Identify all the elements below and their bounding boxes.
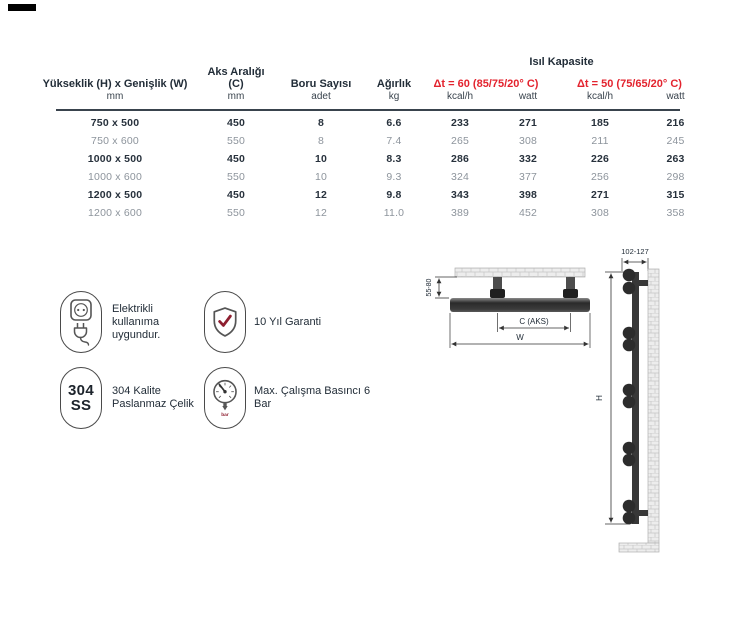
col-unit-tubes: adet [311, 91, 331, 102]
cell-tubes: 10 [314, 152, 328, 165]
depth-dimension-label: 55-80 [426, 278, 433, 297]
table-header-rule [56, 109, 680, 111]
cell-dt50-watt: 298 [666, 170, 685, 183]
electric-plug-icon [66, 298, 96, 346]
cell-axis: 450 [226, 152, 246, 165]
cell-dt60-kcal: 324 [450, 170, 470, 183]
cell-dt60-watt: 398 [518, 188, 538, 201]
cell-tubes: 10 [314, 170, 328, 183]
cell-dt50-kcal: 256 [590, 170, 610, 183]
wall-section [455, 268, 585, 277]
spec-table [30, 56, 715, 222]
cell-weight: 9.8 [386, 188, 402, 201]
table-row [30, 186, 715, 204]
gauge-bar-label: bar [221, 412, 229, 418]
col-unit-dt50-kcal: kcal/h [586, 91, 614, 102]
col-header-axis: Aks Aralığı (C) [207, 66, 265, 90]
cell-size: 1000 x 500 [87, 152, 143, 165]
cell-weight: 7.4 [386, 134, 402, 147]
floor-section [619, 543, 659, 552]
cell-weight: 8.3 [386, 152, 402, 165]
col-unit-axis: mm [227, 91, 245, 102]
cell-axis: 450 [226, 188, 246, 201]
warranty-label: 10 Yıl Garanti [254, 316, 322, 328]
electric-label: Elektrikli kullanıma uygundur. [112, 303, 161, 341]
cell-dt50-kcal: 211 [591, 134, 609, 147]
table-header [30, 56, 715, 104]
col-header-dt60: Δt = 60 (85/75/20° C) [433, 78, 539, 90]
cell-tubes: 12 [314, 206, 328, 219]
cell-dt50-watt: 245 [666, 134, 685, 147]
cell-dt50-kcal: 185 [590, 116, 610, 129]
steel-badge [60, 367, 102, 429]
cell-dt60-kcal: 389 [450, 206, 470, 219]
table-row [30, 114, 715, 132]
cell-tubes: 8 [317, 116, 325, 129]
col-unit-dt60-watt: watt [518, 91, 538, 102]
cell-dt60-kcal: 343 [450, 188, 470, 201]
cell-dt60-watt: 271 [518, 116, 538, 129]
cell-dt60-kcal: 286 [450, 152, 470, 165]
cell-size: 1200 x 600 [88, 206, 142, 219]
steel-badge-304: 304 [68, 382, 94, 399]
cell-axis: 450 [226, 116, 246, 129]
wall-section [648, 269, 659, 543]
steel-badge-ss: SS [70, 397, 92, 414]
cell-dt50-watt: 315 [666, 188, 685, 201]
cell-dt50-watt: 358 [666, 206, 685, 219]
cell-axis: 550 [226, 170, 246, 183]
cell-weight: 9.3 [386, 170, 402, 183]
electric-badge [60, 291, 102, 353]
cell-weight: 6.6 [386, 116, 402, 129]
table-row [30, 132, 715, 150]
cell-size: 1000 x 600 [88, 170, 142, 183]
col-unit-weight: kg [388, 91, 400, 102]
cell-dt60-watt: 332 [518, 152, 538, 165]
cell-dt50-kcal: 271 [590, 188, 610, 201]
cell-dt60-watt: 377 [518, 170, 538, 183]
cell-tubes: 8 [317, 134, 325, 147]
table-row [30, 204, 715, 222]
steel-label: 304 Kalite Paslanmaz Çelik [112, 385, 194, 410]
side-depth-dimension-label: 102-127 [621, 247, 649, 256]
cell-dt60-kcal: 233 [450, 116, 470, 129]
col-header-tubes: Boru Sayısı [290, 78, 352, 90]
corner-print-mark [8, 4, 36, 11]
col-unit-dt50-watt: watt [666, 91, 685, 102]
col-unit-dt60-kcal: kcal/h [446, 91, 474, 102]
cell-dt50-kcal: 308 [590, 206, 610, 219]
col-header-dt50: Δt = 50 (75/65/20° C) [577, 78, 682, 90]
cell-dt50-watt: 216 [666, 116, 685, 129]
table-row [30, 150, 715, 168]
cell-dt50-watt: 263 [666, 152, 685, 165]
mount-bracket-bottom [639, 510, 648, 516]
col-header-weight: Ağırlık [376, 78, 412, 90]
cell-dt60-watt: 452 [518, 206, 538, 219]
col-unit-size: mm [106, 91, 124, 102]
cell-size: 1200 x 500 [87, 188, 143, 201]
cell-weight: 11.0 [383, 206, 405, 219]
col-header-size: Yükseklik (H) x Genişlik (W) [42, 78, 188, 90]
cell-size: 750 x 600 [91, 134, 139, 147]
radiator-tube [450, 298, 590, 312]
table-row [30, 168, 715, 186]
side-view-drawing [594, 241, 722, 561]
cell-tubes: 12 [314, 188, 328, 201]
mount-bracket-top [639, 280, 648, 286]
cell-axis: 550 [226, 134, 246, 147]
top-view-drawing [423, 260, 595, 361]
table-group-header: Isıl Kapasite [529, 56, 594, 68]
cell-dt50-kcal: 226 [590, 152, 610, 165]
pressure-gauge-icon [210, 377, 240, 419]
cell-size: 750 x 500 [90, 116, 140, 129]
cell-dt60-kcal: 265 [450, 134, 470, 147]
shield-check-icon [212, 307, 238, 337]
height-dimension-label: H [595, 395, 604, 401]
pressure-label: Max. Çalışma Basıncı 6 Bar [254, 385, 371, 410]
pressure-badge [204, 367, 246, 429]
cell-axis: 550 [226, 206, 246, 219]
cell-dt60-watt: 308 [518, 134, 538, 147]
width-dimension-label: W [516, 333, 524, 342]
warranty-badge [204, 291, 246, 353]
axis-dimension-label: C (AKS) [519, 317, 549, 326]
